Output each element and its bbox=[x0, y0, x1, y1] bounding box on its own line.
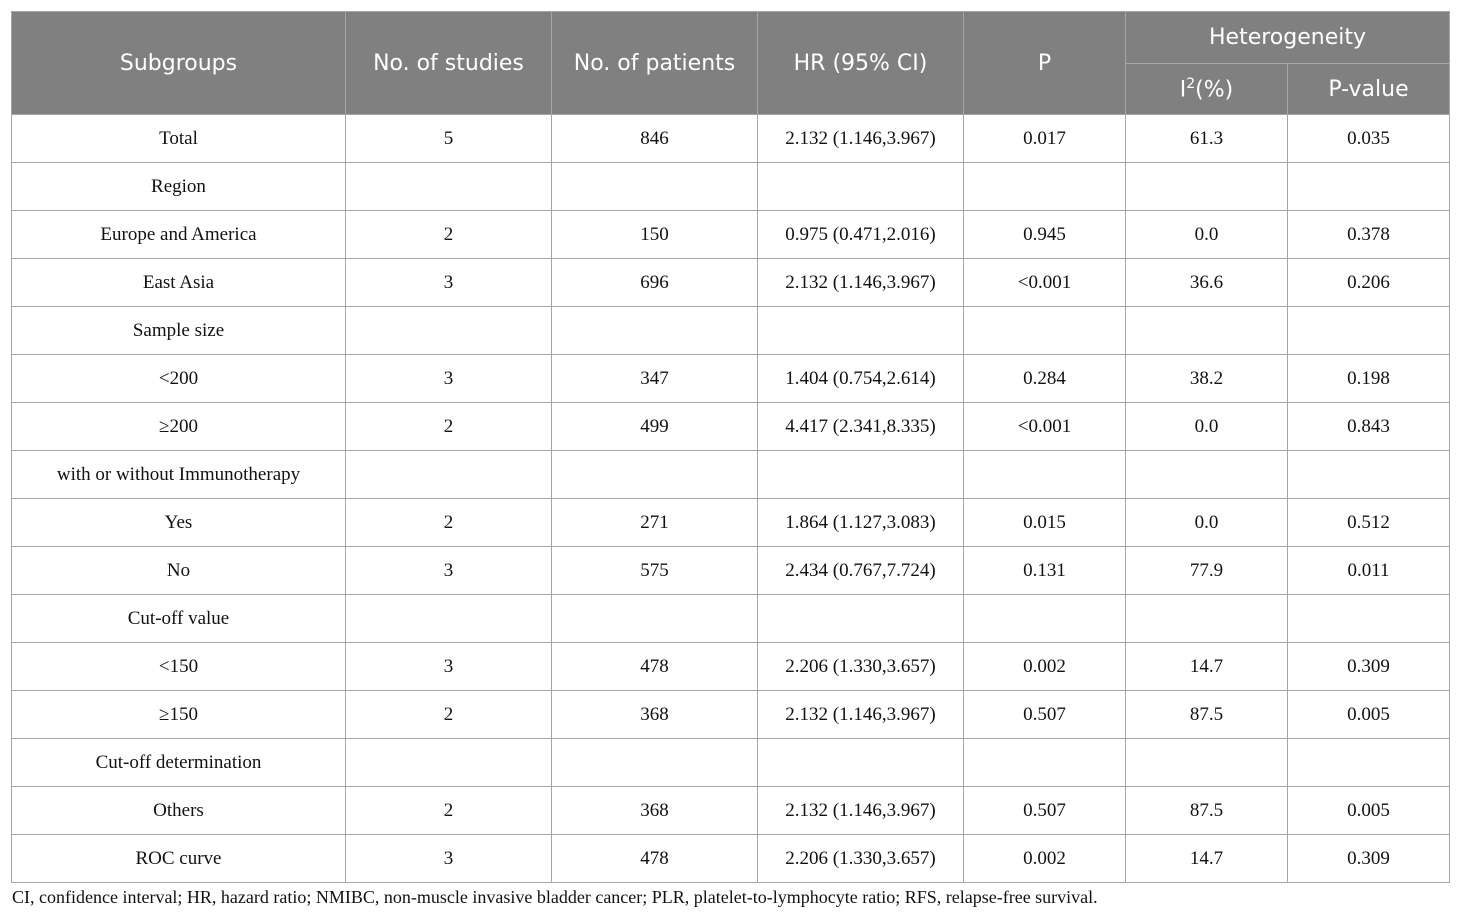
table-row bbox=[12, 835, 1450, 883]
cell-p: 0.284 bbox=[964, 355, 1126, 403]
header-hr-ci: HR (95% CI) bbox=[758, 12, 964, 115]
cell-no-of-patients: 368 bbox=[552, 691, 758, 739]
cell-hr-ci: 0.975 (0.471,2.016) bbox=[758, 211, 964, 259]
cell-no-of-studies bbox=[346, 307, 552, 355]
cell-heterogeneity-p-value bbox=[1288, 163, 1450, 211]
table-row bbox=[12, 643, 1450, 691]
table-row bbox=[12, 115, 1450, 163]
cell-no-of-studies: 5 bbox=[346, 115, 552, 163]
cell-i-squared: 0.0 bbox=[1126, 499, 1288, 547]
cell-heterogeneity-p-value: 0.035 bbox=[1288, 115, 1450, 163]
cell-no-of-studies: 2 bbox=[346, 691, 552, 739]
cell-i-squared: 14.7 bbox=[1126, 643, 1288, 691]
cell-i-squared: 87.5 bbox=[1126, 787, 1288, 835]
cell-subgroup: East Asia bbox=[12, 259, 346, 307]
cell-heterogeneity-p-value: 0.309 bbox=[1288, 643, 1450, 691]
cell-no-of-studies bbox=[346, 595, 552, 643]
cell-subgroup: No bbox=[12, 547, 346, 595]
cell-no-of-patients: 150 bbox=[552, 211, 758, 259]
cell-heterogeneity-p-value: 0.843 bbox=[1288, 403, 1450, 451]
table-row bbox=[12, 499, 1450, 547]
table-row bbox=[12, 739, 1450, 787]
cell-subgroup: Europe and America bbox=[12, 211, 346, 259]
cell-no-of-patients bbox=[552, 595, 758, 643]
cell-hr-ci bbox=[758, 739, 964, 787]
cell-p: <0.001 bbox=[964, 403, 1126, 451]
cell-hr-ci bbox=[758, 451, 964, 499]
cell-i-squared bbox=[1126, 307, 1288, 355]
cell-no-of-studies: 3 bbox=[346, 643, 552, 691]
cell-i-squared: 38.2 bbox=[1126, 355, 1288, 403]
cell-subgroup: Total bbox=[12, 115, 346, 163]
cell-p bbox=[964, 307, 1126, 355]
cell-no-of-patients: 271 bbox=[552, 499, 758, 547]
cell-i-squared: 0.0 bbox=[1126, 403, 1288, 451]
cell-i-squared bbox=[1126, 739, 1288, 787]
cell-subgroup: <200 bbox=[12, 355, 346, 403]
cell-i-squared bbox=[1126, 451, 1288, 499]
cell-hr-ci: 2.206 (1.330,3.657) bbox=[758, 835, 964, 883]
cell-subgroup: Cut-off value bbox=[12, 595, 346, 643]
cell-i-squared: 87.5 bbox=[1126, 691, 1288, 739]
cell-no-of-studies: 2 bbox=[346, 211, 552, 259]
cell-no-of-studies: 3 bbox=[346, 259, 552, 307]
cell-no-of-patients: 696 bbox=[552, 259, 758, 307]
cell-i-squared: 0.0 bbox=[1126, 211, 1288, 259]
cell-no-of-patients bbox=[552, 451, 758, 499]
cell-subgroup: Sample size bbox=[12, 307, 346, 355]
cell-p bbox=[964, 595, 1126, 643]
table-footnote: CI, confidence interval; HR, hazard ratio; NMIBC, non-muscle invasive bladder cancer; PLR, platelet-to-lymphocyte ratio; RFS, relapse-free survival. bbox=[12, 887, 1098, 907]
i2-superscript: 2 bbox=[1186, 75, 1196, 92]
cell-no-of-studies: 2 bbox=[346, 499, 552, 547]
cell-heterogeneity-p-value bbox=[1288, 451, 1450, 499]
cell-subgroup: with or without Immunotherapy bbox=[12, 451, 346, 499]
header-i-squared bbox=[1126, 64, 1288, 115]
subgroup-table-container bbox=[11, 11, 1449, 883]
cell-heterogeneity-p-value: 0.206 bbox=[1288, 259, 1450, 307]
cell-p: 0.002 bbox=[964, 643, 1126, 691]
cell-no-of-studies: 3 bbox=[346, 547, 552, 595]
i2-unit: (%) bbox=[1195, 77, 1234, 103]
cell-subgroup: ROC curve bbox=[12, 835, 346, 883]
cell-hr-ci: 2.132 (1.146,3.967) bbox=[758, 691, 964, 739]
header-heterogeneity-p-value: P-value bbox=[1288, 64, 1450, 115]
table-row bbox=[12, 691, 1450, 739]
subgroup-analysis-table bbox=[11, 11, 1450, 883]
cell-i-squared: 14.7 bbox=[1126, 835, 1288, 883]
header-no-of-patients: No. of patients bbox=[552, 12, 758, 115]
cell-p: 0.002 bbox=[964, 835, 1126, 883]
cell-hr-ci: 4.417 (2.341,8.335) bbox=[758, 403, 964, 451]
cell-p: 0.507 bbox=[964, 691, 1126, 739]
table-row bbox=[12, 595, 1450, 643]
cell-no-of-studies: 2 bbox=[346, 403, 552, 451]
cell-subgroup: ≥200 bbox=[12, 403, 346, 451]
header-p: P bbox=[964, 12, 1126, 115]
cell-hr-ci: 2.132 (1.146,3.967) bbox=[758, 259, 964, 307]
cell-subgroup: Yes bbox=[12, 499, 346, 547]
cell-no-of-studies: 3 bbox=[346, 355, 552, 403]
cell-p bbox=[964, 451, 1126, 499]
cell-p: 0.945 bbox=[964, 211, 1126, 259]
header-no-of-studies: No. of studies bbox=[346, 12, 552, 115]
cell-heterogeneity-p-value: 0.198 bbox=[1288, 355, 1450, 403]
cell-no-of-studies bbox=[346, 739, 552, 787]
i2-main: I bbox=[1179, 77, 1187, 103]
header-subgroups: Subgroups bbox=[12, 12, 346, 115]
cell-p bbox=[964, 163, 1126, 211]
table-row bbox=[12, 787, 1450, 835]
cell-no-of-studies: 3 bbox=[346, 835, 552, 883]
cell-heterogeneity-p-value bbox=[1288, 307, 1450, 355]
cell-no-of-patients: 478 bbox=[552, 643, 758, 691]
table-row bbox=[12, 355, 1450, 403]
cell-i-squared: 61.3 bbox=[1126, 115, 1288, 163]
table-body bbox=[12, 115, 1450, 883]
cell-p: 0.131 bbox=[964, 547, 1126, 595]
table-row bbox=[12, 451, 1450, 499]
cell-heterogeneity-p-value bbox=[1288, 595, 1450, 643]
table-row bbox=[12, 163, 1450, 211]
table-row bbox=[12, 259, 1450, 307]
cell-i-squared: 77.9 bbox=[1126, 547, 1288, 595]
cell-no-of-patients: 347 bbox=[552, 355, 758, 403]
cell-hr-ci: 2.206 (1.330,3.657) bbox=[758, 643, 964, 691]
cell-heterogeneity-p-value bbox=[1288, 739, 1450, 787]
table-row bbox=[12, 211, 1450, 259]
cell-p: <0.001 bbox=[964, 259, 1126, 307]
cell-subgroup: ≥150 bbox=[12, 691, 346, 739]
cell-heterogeneity-p-value: 0.005 bbox=[1288, 787, 1450, 835]
cell-hr-ci: 2.132 (1.146,3.967) bbox=[758, 115, 964, 163]
cell-p bbox=[964, 739, 1126, 787]
cell-heterogeneity-p-value: 0.378 bbox=[1288, 211, 1450, 259]
cell-heterogeneity-p-value: 0.512 bbox=[1288, 499, 1450, 547]
cell-i-squared: 36.6 bbox=[1126, 259, 1288, 307]
cell-no-of-patients: 368 bbox=[552, 787, 758, 835]
cell-i-squared bbox=[1126, 163, 1288, 211]
cell-hr-ci bbox=[758, 163, 964, 211]
cell-no-of-patients: 478 bbox=[552, 835, 758, 883]
cell-i-squared bbox=[1126, 595, 1288, 643]
table-row bbox=[12, 547, 1450, 595]
cell-no-of-patients: 575 bbox=[552, 547, 758, 595]
cell-heterogeneity-p-value: 0.011 bbox=[1288, 547, 1450, 595]
cell-hr-ci: 2.132 (1.146,3.967) bbox=[758, 787, 964, 835]
cell-p: 0.017 bbox=[964, 115, 1126, 163]
cell-no-of-patients bbox=[552, 739, 758, 787]
cell-no-of-patients: 846 bbox=[552, 115, 758, 163]
cell-p: 0.015 bbox=[964, 499, 1126, 547]
cell-subgroup: Others bbox=[12, 787, 346, 835]
cell-hr-ci bbox=[758, 595, 964, 643]
cell-no-of-studies bbox=[346, 451, 552, 499]
cell-subgroup: Cut-off determination bbox=[12, 739, 346, 787]
cell-hr-ci: 1.864 (1.127,3.083) bbox=[758, 499, 964, 547]
cell-hr-ci: 1.404 (0.754,2.614) bbox=[758, 355, 964, 403]
cell-subgroup: <150 bbox=[12, 643, 346, 691]
cell-heterogeneity-p-value: 0.005 bbox=[1288, 691, 1450, 739]
cell-no-of-patients: 499 bbox=[552, 403, 758, 451]
cell-hr-ci: 2.434 (0.767,7.724) bbox=[758, 547, 964, 595]
cell-hr-ci bbox=[758, 307, 964, 355]
cell-no-of-patients bbox=[552, 163, 758, 211]
cell-heterogeneity-p-value: 0.309 bbox=[1288, 835, 1450, 883]
cell-no-of-studies bbox=[346, 163, 552, 211]
header-heterogeneity: Heterogeneity bbox=[1126, 12, 1450, 64]
cell-no-of-studies: 2 bbox=[346, 787, 552, 835]
cell-no-of-patients bbox=[552, 307, 758, 355]
cell-subgroup: Region bbox=[12, 163, 346, 211]
cell-p: 0.507 bbox=[964, 787, 1126, 835]
table-header bbox=[12, 12, 1450, 115]
table-row bbox=[12, 307, 1450, 355]
table-row bbox=[12, 403, 1450, 451]
